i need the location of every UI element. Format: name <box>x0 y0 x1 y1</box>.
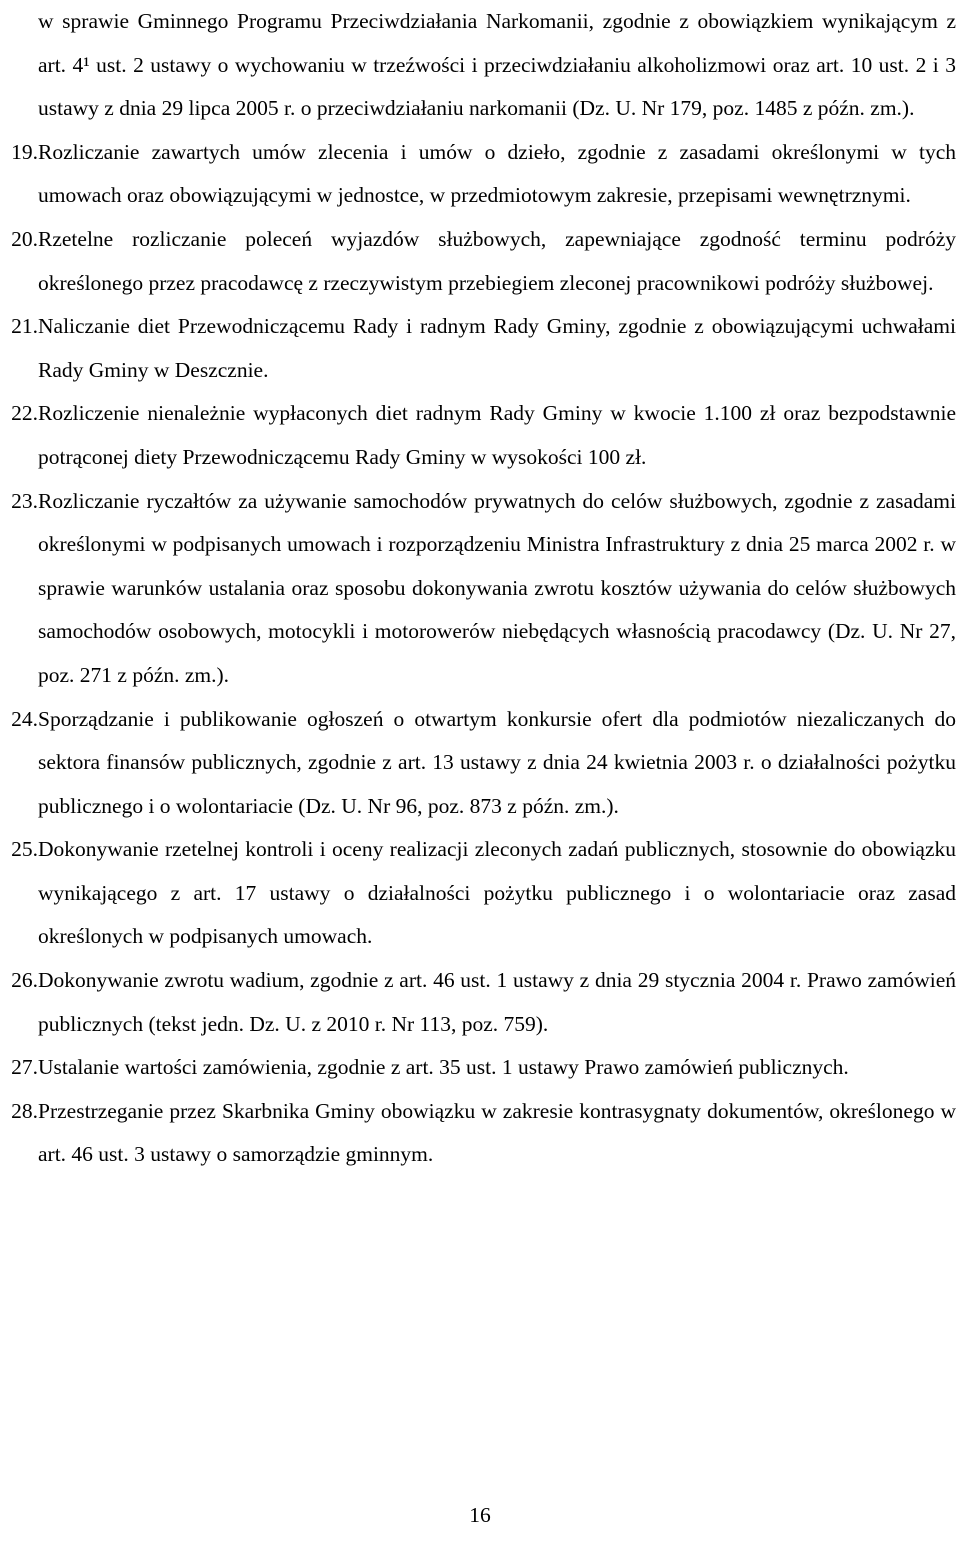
item-text: Dokonywanie zwrotu wadium, zgodnie z art. 46 ust. 1 ustawy z dnia 29 stycznia 2004 r. Prawo zamówień publicznych (tekst jedn. Dz. U. z 2010 r. Nr 113, poz. 759). <box>38 968 956 1036</box>
item-text: Ustalanie wartości zamówienia, zgodnie z art. 35 ust. 1 ustawy Prawo zamówień publicznych. <box>38 1055 849 1080</box>
continuation-paragraph: w sprawie Gminnego Programu Przeciwdziałania Narkomanii, zgodnie z obowiązkiem wynikającym z art. 4¹ ust. 2 ustawy o wychowaniu w trzeźwości i przeciwdziałaniu alkoholizmowi oraz art. 10 ust. 2 i 3 ustawy z dnia 29 lipca 2005 r. o przeciwdziałaniu narkomanii (Dz. U. Nr 179, poz. 1485 z późn. zm.). <box>38 9 956 121</box>
item-text: Przestrzeganie przez Skarbnika Gminy obowiązku w zakresie kontrasygnaty dokumentów, określonego w art. 46 ust. 3 ustawy o samorządzie gminnym. <box>38 1098 956 1167</box>
list-item-21: 21. Naliczanie diet Przewodniczącemu Rady i radnym Rady Gminy, zgodnie z obowiązującymi uchwałami Rady Gminy w Deszcznie. <box>38 305 956 392</box>
item-text: Rozliczanie ryczałtów za używanie samochodów prywatnych do celów służbowych, zgodnie z zasadami określonymi w podpisanych umowach i rozporządzeniu Ministra Infrastruktury z dnia 25 marca 2002 r. w sprawie warunków ustalania oraz sposobu dokonywania zwrotu kosztów używania do celów służbowych samochodów osobowych, motocykli i motorowerów niebędących własnością pracodawcy (Dz. U. Nr 27, poz. 271 z późn. zm.). <box>38 488 956 687</box>
item-text: Rozliczenie nienależnie wypłaconych diet radnym Rady Gminy w kwocie 1.100 zł oraz bezpodstawnie potrąconej diety Przewodniczącemu Rady Gminy w wysokości 100 zł. <box>38 401 956 469</box>
item-text: Naliczanie diet Przewodniczącemu Rady i radnym Rady Gminy, zgodnie z obowiązującymi uchwałami Rady Gminy w Deszcznie. <box>38 314 956 382</box>
list-item-24: 24. Sporządzanie i publikowanie ogłoszeń o otwartym konkursie ofert dla podmiotów niezaliczanych do sektora finansów publicznych, zgodnie z art. 13 ustawy z dnia 24 kwietnia 2003 r. o działalności pożytku publicznego i o wolontariacie (Dz. U. Nr 96, poz. 873 z późn. zm.). <box>38 698 956 829</box>
list-item-20: 20. Rzetelne rozliczanie poleceń wyjazdów służbowych, zapewniające zgodność terminu podróży określonego przez pracodawcę z rzeczywistym przebiegiem zleconej pracownikowi podróży służbowej. <box>38 218 956 305</box>
item-text: Rozliczanie zawartych umów zlecenia i umów o dzieło, zgodnie z zasadami określonymi w tych umowach oraz obowiązującymi w jednostce, w przedmiotowym zakresie, przepisami wewnętrznymi. <box>38 139 956 208</box>
item-text: Sporządzanie i publikowanie ogłoszeń o otwartym konkursie ofert dla podmiotów niezaliczanych do sektora finansów publicznych, zgodnie z art. 13 ustawy z dnia 24 kwietnia 2003 r. o działalności pożytku publicznego i o wolontariacie (Dz. U. Nr 96, poz. 873 z późn. zm.). <box>38 706 956 818</box>
item-text: Rzetelne rozliczanie poleceń wyjazdów służbowych, zapewniające zgodność terminu podróży określonego przez pracodawcę z rzeczywistym przebiegiem zleconej pracownikowi podróży służbowej. <box>38 226 956 295</box>
list-item-26: 26. Dokonywanie zwrotu wadium, zgodnie z art. 46 ust. 1 ustawy z dnia 29 stycznia 2004 r. Prawo zamówień publicznych (tekst jedn. Dz. U. z 2010 r. Nr 113, poz. 759). <box>38 959 956 1046</box>
item-text: Dokonywanie rzetelnej kontroli i oceny realizacji zleconych zadań publicznych, stosownie do obowiązku wynikającego z art. 17 ustawy o działalności pożytku publicznego i o wolontariacie oraz zasad określonych w podpisanych umowach. <box>38 837 956 949</box>
document-page <box>11 0 956 1177</box>
list-item-27: 27. Ustalanie wartości zamówienia, zgodnie z art. 35 ust. 1 ustawy Prawo zamówień publicznych. <box>38 1046 956 1090</box>
page-number: 16 <box>469 1503 491 1527</box>
list-item-19: 19. Rozliczanie zawartych umów zlecenia i umów o dzieło, zgodnie z zasadami określonymi w tych umowach oraz obowiązującymi w jednostce, w przedmiotowym zakresie, przepisami wewnętrznymi. <box>38 131 956 218</box>
list-item-28: 28. Przestrzeganie przez Skarbnika Gminy obowiązku w zakresie kontrasygnaty dokumentów, określonego w art. 46 ust. 3 ustawy o samorządzie gminnym. <box>38 1090 956 1177</box>
list-item-23: 23. Rozliczanie ryczałtów za używanie samochodów prywatnych do celów służbowych, zgodnie z zasadami określonymi w podpisanych umowach i rozporządzeniu Ministra Infrastruktury z dnia 25 marca 2002 r. w sprawie warunków ustalania oraz sposobu dokonywania zwrotu kosztów używania do celów służbowych samochodów osobowych, motocykli i motorowerów niebędących własnością pracodawcy (Dz. U. Nr 27, poz. 271 z późn. zm.). <box>38 480 956 698</box>
list-item-25: 25. Dokonywanie rzetelnej kontroli i oceny realizacji zleconych zadań publicznych, stosownie do obowiązku wynikającego z art. 17 ustawy o działalności pożytku publicznego i o wolontariacie oraz zasad określonych w podpisanych umowach. <box>38 828 956 959</box>
list-item-22: 22. Rozliczenie nienależnie wypłaconych diet radnym Rady Gminy w kwocie 1.100 zł oraz bezpodstawnie potrąconej diety Przewodniczącemu Rady Gminy w wysokości 100 zł. <box>38 392 956 479</box>
